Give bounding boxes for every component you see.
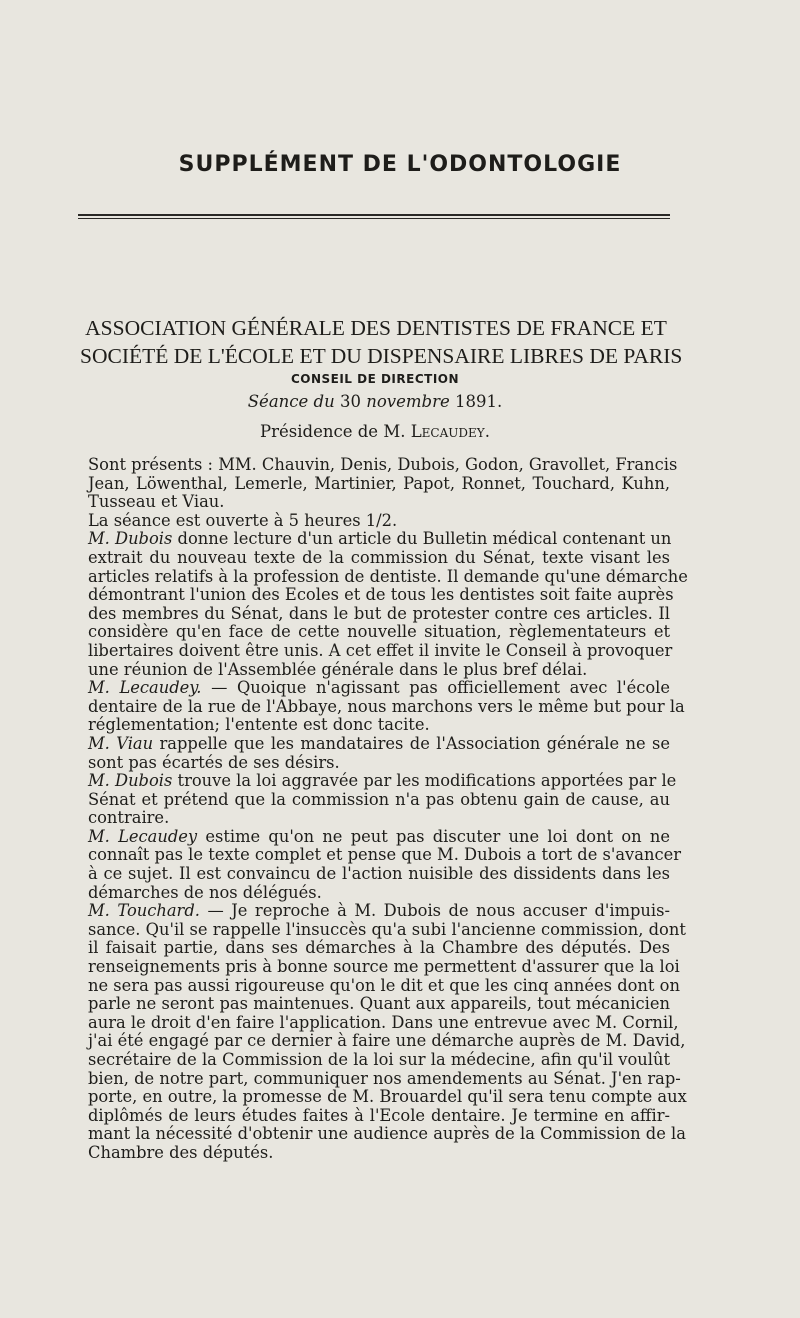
body-line: [88, 995, 670, 1014]
body-line: [88, 1144, 670, 1163]
body-line-text: Sénat et prétend que la commission n'a pas obtenu gain de cause, au: [88, 789, 670, 809]
body-line: [88, 902, 670, 921]
title-rule: [78, 214, 670, 216]
body-line-text: mant la nécessité d'obtenir une audience auprès de la Commission de la: [88, 1124, 686, 1144]
speaker-name: M. Viau: [88, 733, 154, 753]
speaker-name: M. Dubois: [88, 771, 173, 791]
body-line-text: des membres du Sénat, dans le but de protester contre ces articles. Il: [88, 603, 670, 623]
body-line: [88, 939, 670, 958]
body-line: [88, 549, 670, 568]
body-line-text: La séance est ouverte à 5 heures 1/2.: [88, 510, 398, 530]
speaker-name: M. Lecaudey.: [88, 678, 202, 698]
body-line-text: aura le droit d'en faire l'application. Dans une entrevue avec M. Cornil,: [88, 1012, 679, 1032]
body-line: [88, 845, 681, 865]
seance-year: 1891.: [455, 392, 503, 411]
body-line-text: porte, en outre, la promesse de M. Brouardel qu'il sera tenu compte aux: [88, 1087, 687, 1107]
body-line: [88, 975, 680, 996]
body-line: [88, 640, 673, 661]
body-line-text: connaît pas le texte complet et pense que M. Dubois a tort de s'avancer: [88, 845, 681, 865]
body-line-text: dentaire de la rue de l'Abbaye, nous marchons vers le même but pour la: [88, 696, 685, 716]
body-line-text: Jean, Löwenthal, Lemerle, Martinier, Papot, Ronnet, Touchard, Kuhn,: [88, 473, 670, 493]
body-line: [88, 679, 670, 698]
body-line: [88, 754, 670, 773]
body-line: [88, 566, 688, 587]
body-line-text: sont pas écartés de ses désirs.: [88, 752, 340, 772]
conseil-heading: CONSEIL DE DIRECTION: [290, 372, 460, 386]
body-line: [88, 1051, 670, 1070]
body-line: [88, 493, 670, 512]
body-line-text: contraire.: [88, 808, 170, 828]
body-line-text: à ce sujet. Il est convaincu de l'action nuisible des dissidents dans les: [88, 864, 670, 884]
seance-prefix: Séance du: [247, 392, 335, 411]
body-line: [88, 1107, 670, 1126]
seance-month: novembre: [366, 392, 450, 411]
body-line: [88, 1124, 686, 1144]
presidence-line: [0, 422, 750, 441]
body-line: [88, 791, 670, 810]
body-line: [88, 919, 686, 940]
body-line-text: considère qu'en face de cette nouvelle situation, règlementateurs et: [88, 622, 670, 642]
body-line: [88, 1068, 681, 1089]
body-line-text: Chambre des députés.: [88, 1142, 274, 1162]
body-line: [88, 809, 670, 828]
body-line-text: — Quoique n'agissant pas officiellement avec l'école: [201, 678, 671, 698]
body-line-text: Tusseau et Viau.: [88, 492, 225, 512]
body-line-text: Sont présents : MM. Chauvin, Denis, Dubois, Godon, Gravollet, Francis: [88, 455, 678, 474]
body-line-text: renseignements pris à bonne source me permettent d'assurer que la loi: [88, 957, 680, 977]
body-line: [88, 1031, 686, 1051]
body-line: [88, 771, 677, 791]
body-line-text: démontrant l'union des Ecoles et de tous les dentistes soit faite auprès: [88, 585, 674, 605]
seance-line: [0, 392, 750, 411]
body-line-text: libertaires doivent être unis. A cet effet il invite le Conseil à provoquer: [88, 640, 673, 660]
speaker-name: M. Lecaudey: [88, 826, 198, 846]
presidence-prefix: Présidence de M.: [260, 422, 406, 441]
body-line-text: ne sera pas aussi rigoureuse qu'on le dit et que les cinq années dont on: [88, 975, 680, 995]
body-line: [88, 828, 670, 847]
body-line: [88, 585, 674, 605]
body-line-text: donne lecture d'un article du Bulletin médical contenant un: [172, 529, 672, 549]
supplement-title: SUPPLÉMENT DE L'ODONTOLOGIE: [178, 152, 622, 177]
body-line: [88, 1087, 687, 1107]
body-line-text: diplômés de leurs études faites à l'Ecole dentaire. Je termine en affir-: [88, 1105, 670, 1125]
body-line: [88, 735, 670, 754]
body-line-text: bien, de notre part, communiquer nos amendements au Sénat. J'en rap-: [88, 1068, 681, 1088]
body-line-text: articles relatifs à la profession de dentiste. Il demande qu'une démarche: [88, 566, 688, 586]
seance-day: 30: [339, 392, 361, 411]
association-heading-line2: SOCIÉTÉ DE L'ÉCOLE ET DU DISPENSAIRE LIBRES DE PARIS: [80, 344, 683, 368]
body-line: [88, 716, 670, 735]
body-line: [88, 865, 670, 884]
body-line-text: — Je reproche à M. Dubois de nous accuser d'impuis-: [199, 901, 670, 921]
body-line: [88, 530, 670, 549]
body-line: [88, 884, 670, 903]
body-line: [88, 661, 670, 680]
body-line: [88, 1012, 679, 1033]
body-line: [88, 696, 685, 717]
body-line-text: une réunion de l'Assemblée générale dans le plus bref délai.: [88, 659, 588, 679]
body-line-text: sance. Qu'il se rappelle l'insuccès qu'a subi l'ancienne commission, dont: [88, 919, 686, 939]
body-line-text: rappelle que les mandataires de l'Association générale ne se: [153, 733, 670, 753]
body-line-text: estime qu'on ne peut pas discuter une loi dont on ne: [197, 826, 670, 846]
presidence-name: Lecaudey.: [410, 422, 490, 441]
body-line: [88, 623, 670, 642]
body-line: [88, 455, 678, 475]
body-line-text: réglementation; l'entente est donc tacite.: [88, 715, 430, 735]
minutes-body: [88, 455, 688, 1163]
body-line: [88, 957, 680, 977]
title-rule-thin: [78, 218, 670, 219]
body-line-text: il faisait partie, dans ses démarches à la Chambre des députés. Des: [88, 938, 670, 958]
body-line-text: trouve la loi aggravée par les modifications apportées par le: [172, 771, 677, 791]
association-heading-line1: ASSOCIATION GÉNÉRALE DES DENTISTES DE FRANCE ET: [85, 316, 667, 340]
body-line: [88, 475, 670, 494]
speaker-name: M. Touchard.: [88, 901, 200, 921]
speaker-name: M. Dubois: [88, 529, 173, 549]
body-line-text: parle ne seront pas maintenues. Quant aux appareils, tout mécanicien: [88, 994, 670, 1014]
body-line-text: secrétaire de la Commission de la loi sur la médecine, afin qu'il voulût: [88, 1050, 670, 1069]
body-line: [88, 512, 670, 531]
body-line: [88, 605, 670, 624]
body-line-text: j'ai été engagé par ce dernier à faire une démarche auprès de M. David,: [88, 1031, 686, 1051]
body-line-text: extrait du nouveau texte de la commission du Sénat, texte visant les: [88, 547, 670, 567]
body-line-text: démarches de nos délégués.: [88, 882, 322, 902]
